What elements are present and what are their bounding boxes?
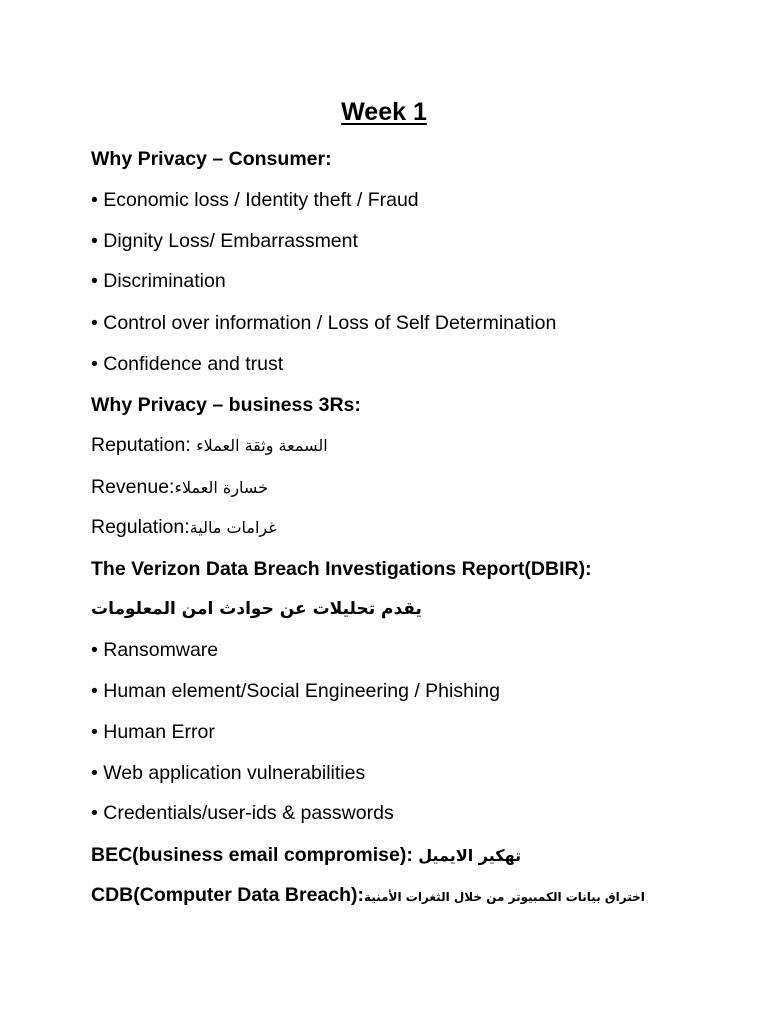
dbir-item-2: • Human element/Social Engineering / Phishing — [91, 680, 500, 702]
cdb-line — [91, 882, 645, 910]
consumer-item-2: • Dignity Loss/ Embarrassment — [91, 230, 358, 252]
revenue-label: Revenue: — [91, 476, 175, 498]
revenue-arabic: خسارة العملاء — [174, 478, 269, 497]
business-item-regulation — [91, 514, 277, 541]
consumer-heading: Why Privacy – Consumer: — [91, 148, 332, 170]
consumer-item-5: • Confidence and trust — [91, 353, 284, 375]
bec-line — [91, 842, 521, 869]
reputation-label: Reputation: — [91, 434, 197, 456]
cdb-label: CDB(Computer Data Breach): — [91, 884, 365, 906]
business-item-reputation — [91, 432, 328, 459]
bec-arabic: تهكير الايميل — [418, 846, 522, 865]
bec-label: BEC(business email compromise): — [91, 844, 419, 866]
reputation-arabic: السمعة وثقة العملاء — [196, 436, 328, 455]
regulation-label: Regulation: — [91, 516, 190, 538]
dbir-item-5: • Credentials/user-ids & passwords — [91, 802, 394, 824]
dbir-heading: The Verizon Data Breach Investigations Report(DBIR): — [91, 558, 592, 580]
consumer-item-1: • Economic loss / Identity theft / Fraud — [91, 189, 419, 211]
dbir-item-1: • Ransomware — [91, 639, 219, 661]
regulation-arabic: غرامات مالية — [189, 518, 277, 537]
business-item-revenue — [91, 474, 268, 501]
cdb-arabic: اختراق بيانات الكمبيوتر من خلال الثغرات الأمنية — [364, 890, 645, 904]
dbir-arabic-description: يقدم تحليلات عن حوادث امن المعلومات — [91, 599, 422, 619]
page-title: Week 1 — [341, 98, 427, 126]
consumer-item-3: • Discrimination — [91, 270, 226, 292]
dbir-item-4: • Web application vulnerabilities — [91, 762, 366, 784]
dbir-item-3: • Human Error — [91, 721, 215, 743]
business-heading: Why Privacy – business 3Rs: — [91, 394, 361, 416]
consumer-item-4: • Control over information / Loss of Self Determination — [91, 312, 557, 334]
